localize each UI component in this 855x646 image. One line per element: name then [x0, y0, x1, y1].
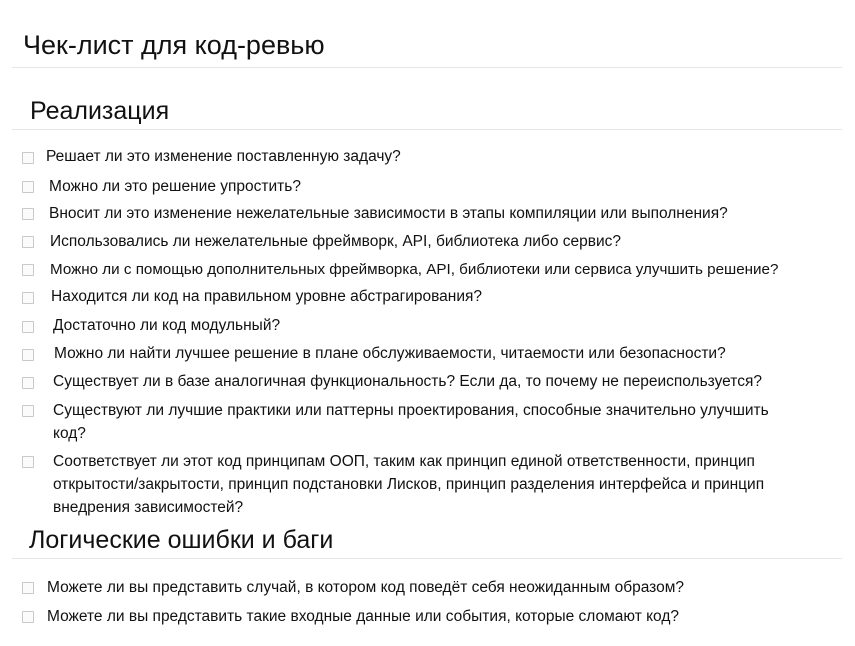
checkbox[interactable]: [22, 611, 34, 623]
checklist-item[interactable]: [22, 450, 842, 519]
checklist-item-text: Находится ли код на правильном уровне абстрагирования?: [51, 288, 483, 305]
checklist-item[interactable]: [22, 258, 855, 281]
checklist-item[interactable]: [22, 145, 842, 168]
checklist-item[interactable]: [22, 230, 842, 253]
checklist-item[interactable]: [22, 399, 782, 445]
checklist-item-text: Можете ли вы представить такие входные данные или события, которые сломают код?: [47, 608, 679, 625]
checklist-item-text: Решает ли это изменение поставленную задачу?: [46, 148, 401, 165]
section-divider: [12, 129, 842, 130]
checkbox[interactable]: [22, 349, 34, 361]
checkbox[interactable]: [22, 321, 34, 333]
section-title-logic-errors: Логические ошибки и баги: [29, 526, 334, 554]
checklist-item-text: Можно ли с помощью дополнительных фреймворка, API, библиотеки или сервиса улучшить решение?: [50, 261, 779, 278]
checkbox[interactable]: [22, 152, 34, 164]
checkbox[interactable]: [22, 456, 34, 468]
checklist-item[interactable]: [22, 605, 842, 628]
section-title-implementation: Реализация: [30, 97, 170, 125]
checklist-item[interactable]: [22, 314, 842, 337]
checkbox[interactable]: [22, 236, 34, 248]
checkbox[interactable]: [22, 405, 34, 417]
checklist-item-text: Существует ли в базе аналогичная функциональность? Если да, то почему не переиспользуется?: [53, 373, 762, 390]
checkbox[interactable]: [22, 582, 34, 594]
checkbox[interactable]: [22, 377, 34, 389]
checklist-item[interactable]: [22, 202, 852, 225]
checklist-item-text: Соответствует ли этот код принципам ООП, таким как принцип единой ответственности, принцип открытости/закрытости, принцип подстановки Лисков, принцип разделения интерфейса и принцип внедрения зависимостей?: [53, 453, 765, 516]
title-divider: [12, 67, 842, 68]
checklist-item-text: Можете ли вы представить случай, в котором код поведёт себя неожиданным образом?: [47, 579, 684, 596]
checklist-item[interactable]: [22, 576, 842, 599]
checkbox[interactable]: [22, 181, 34, 193]
checklist-item[interactable]: [22, 175, 842, 198]
checkbox[interactable]: [22, 264, 34, 276]
checklist-item[interactable]: [22, 342, 852, 365]
checklist-item[interactable]: [22, 370, 852, 393]
checklist-item-text: Использовались ли нежелательные фреймворк, API, библиотека либо сервис?: [50, 233, 621, 250]
checklist-item-text: Можно ли найти лучшее решение в плане обслуживаемости, читаемости или безопасности?: [54, 345, 726, 362]
page-title: Чек-лист для код-ревью: [23, 30, 325, 60]
checkbox[interactable]: [22, 292, 34, 304]
checklist-item-text: Вносит ли это изменение нежелательные зависимости в этапы компиляции или выполнения?: [49, 205, 728, 222]
checklist-item-text: Существуют ли лучшие практики или паттерны проектирования, способные значительно улучшить код?: [53, 402, 769, 442]
checkbox[interactable]: [22, 208, 34, 220]
checklist-item-text: Можно ли это решение упростить?: [49, 178, 301, 195]
checklist-item-text: Достаточно ли код модульный?: [53, 317, 281, 334]
section-divider: [12, 558, 842, 559]
checklist-item[interactable]: [22, 285, 842, 308]
